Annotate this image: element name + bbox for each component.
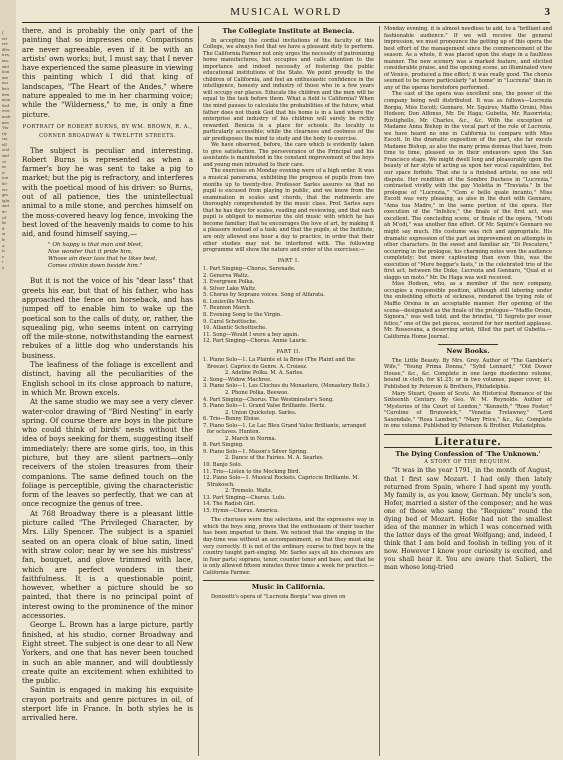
adjacent-page-fragment: tan,	[2, 57, 9, 63]
programme-item: 1. Part Singing—Chorus. Serenade.	[203, 266, 296, 273]
adjacent-page-fragment: heir	[2, 85, 10, 91]
column-music-and-literature	[384, 26, 552, 756]
adjacent-page-fragment: le	[2, 236, 6, 242]
adjacent-page-fragment: rd	[2, 214, 6, 220]
programme-item: 15. Hymn—Chorus. America.	[203, 507, 279, 514]
programme-item: 1. Piano Solo—1. La Plainte et la Brise (The Plaint and the Breeze). Caprice de Genre. A. Croisez.	[203, 357, 356, 370]
programme-item: 8. Evening Song to the Virgin.	[203, 311, 282, 318]
body-paragraph: Monday evening, it is almost needless to add, to a "brilliant and fashionable audience." If we will receive the general impression, we must pronounce the getting up of this opera the best effort of the management since the commencement of the season. As a whole, it was placed upon the stage in a faultless manner. The new scenery was a marked feature, and elicited considerable praise, and the opening scene, an illuminated view of Venice, produced a fine effect; it was really good. The chorus seemed to be more particularly "at home" in "Lucrezia" than in any of the operas heretofore performed.	[384, 26, 552, 91]
programme-item: 2. Tremolo. Waltz.	[225, 488, 273, 495]
body-paragraph: Mary Stuart, Queen of Scots. An Historical Romance of the Sixteenth Century. By Geo. W. M. Reynolds. Author of "Mysteries of the Court of London," "Kenneth," "Rose Foster," "Caroline of Brunswick," "Venetia Trelawney," "Lord Saxondale," "Rosa Lambert," "Mary Price," &c., &c. Complete in one volume. Published by Peterson & Brother, Philadelphia.	[384, 390, 552, 430]
adjacent-page-fragment: e	[2, 253, 5, 259]
programme-item: 10. Banjo Solo.	[203, 462, 243, 468]
programme-item: 2. March in Norma.	[225, 435, 277, 442]
column-divider	[379, 26, 380, 756]
programme-item: 11. Trio—Listen to the Mocking Bird.	[203, 468, 301, 475]
column-divider	[198, 26, 199, 756]
programme-part-two	[203, 357, 374, 514]
adjacent-page-fragment: ever	[2, 108, 10, 114]
body-paragraph: At 768 Broadway there is a pleasant little picture called "The Privileged Character, by Mrs. Lilly Spencer. The subject is a spaniel seated on an opera cloak of blue satin, lined with straw color; near by we see his mistress' fan, bouquet, and glove trimmed with lace, which are perfect wonders in their faithfulness. It is a questionable point, however, whether a picture should be so painted, that there is no principal point of interest owing to the prominence of the minor accessories.	[22, 508, 193, 621]
programme-item: 12. Piano Solo—1. Musical Rockets. Capriccio Brilliante. M. Strakosch.	[203, 475, 360, 488]
adjacent-page-fragment: and	[2, 63, 9, 69]
adjacent-page-fragment: ion	[2, 175, 8, 181]
adjacent-page-fragment: nion	[2, 97, 11, 103]
programme-item: 2. Generva Waltz.	[203, 272, 250, 279]
body-paragraph: The subject is peculiar and interesting. Robert Burns is represented as when a farmer's boy he was sent to take a pig to market; but the pig is refractory, and interferes with the poetical mood of his driver: so Burns, out of all patience, ties the unintellectual animal to a mile stone, and perches himself on the moss-covered heavy log fence, invoking the best loved of the heavenly maids to come to his aid, and found himself saying,—	[22, 145, 193, 239]
section-rule	[438, 344, 498, 345]
body-paragraph: Saintin is engaged in making his exquisite crayon portraits and genre pictures in oil, of sterport life in France. In both styles he is arrivalled here.	[22, 685, 193, 723]
page-header	[22, 6, 550, 22]
programme-item: 5. Chorus by Soprano voices. Song of Alfarata.	[203, 292, 325, 299]
programme-item: 10. Atlantic Schottische.	[203, 325, 267, 332]
verse-line: Comes clinkin down beside him."	[48, 263, 143, 270]
adjacent-page-fragment: sor	[2, 136, 8, 142]
adjacent-page-fragment: end	[2, 153, 9, 159]
adjacent-page-fragment: ges	[2, 192, 9, 198]
adjacent-page-fragment: mob	[2, 113, 11, 119]
programme-part-one	[203, 266, 374, 345]
programme-item: 2. Song—Widow Machree.	[203, 376, 272, 383]
adjacent-page-edge	[0, 0, 16, 760]
body-paragraph: George L. Brown has a large picture, partly finished, at his studio, corner Broadway and Eight street. The subject is one dear to all New Yorkers, and one that has never been touched in such an able manner, and will doubtlessly create quite an excitement when exhibited to the public.	[22, 620, 193, 686]
adjacent-page-fragment: m-	[2, 209, 8, 214]
adjacent-page-fragment: Vor	[2, 125, 9, 131]
header-rule	[22, 22, 550, 23]
body-paragraph: Donizetti's opera of "Lucrezia Borgia" was given on	[211, 593, 346, 600]
body-paragraph: The choruses were fine selections, and the expressive way in which the boys sing, proves that the enthusiasm of their teacher has been imparted to them. We noticed that the singing in the day-time was without an accompaniment, so that they must sing very correctly. It is not of the ordinary course to find boys in the country taught part-singing. Mr. Sarles says all his choruses are in four parts; soprano, tenor, counter tenor and bass, and that he is only allowed fifteen minutes three times a week for practice.—California Farmer.	[203, 517, 374, 576]
body-paragraph: The leafiness of the foliage is excellent and distinct, having all the peculiarities of the English school in its close approach to nature, in which Mr. Brown excels.	[22, 360, 193, 397]
body-paragraph: Miss Hodson, who, as a member of the new company, occupies a responsible position, although still laboring under the enfeebling effects of sickness, rendered the trying role of Maffio Orsina in an acceptable manner. Her opening of the scena—designated as the finale of the prologue—"Maffio Orsini, Signora," was well told, and the brindisi, "Il Segreto per esser felice," one of the pet pieces, secured for her merited applause. Mr. Rossovana, a deserving artist, filled the part of Gubetta.—California Home Journal.	[384, 281, 552, 340]
programme-item: 3. Piano Solo—1. Les Cloches du Monastere, (Monastery Bells.)	[203, 383, 370, 390]
programme-item: 2. Union Quickstep. Sarles.	[225, 409, 297, 416]
adjacent-page-fragment: tten	[2, 91, 9, 97]
masthead: MUSICAL WORLD	[230, 6, 342, 18]
programme-part-heading: PART I.	[277, 257, 300, 264]
programme-part-heading: PART II.	[276, 348, 301, 355]
programme-item: 3. Evergreen Polka.	[203, 279, 255, 286]
programme-item: 14. The Radish Girl.	[203, 501, 256, 508]
programme-item: 2. Adeline Polka. M. A. Sarles.	[225, 370, 304, 377]
adjacent-page-fragment: elf	[2, 141, 7, 147]
body-paragraph: there, and is probably the only part of the painting that so impresses one. Comparisons are never agreeable, even if it be with an artists' own works; but, I must say, that I never have experienced the same pleasure in viewing this painting which I did that king of landscapes, "The Heart of the Andes," where nature appealed to me in her charming voice; while the "Wilderness," to me, is only a fine picture.	[22, 26, 193, 119]
body-paragraph: We have observed, before, the care which is evidently taken to give satisfaction. The perseverance of the Principal and his assistants is manifested in the constant improvement of the boys and young men intrusted to their care.	[203, 142, 374, 168]
adjacent-page-fragment: ilad	[2, 102, 9, 108]
programme-item: 4. Part Singing—Chorus. The Westminster's Song.	[203, 396, 334, 403]
programme-item: 2. Dance of the Fairies. M. A. Searles.	[225, 455, 324, 462]
adjacent-page-fragment: nen	[2, 119, 9, 125]
section-rule	[203, 580, 374, 581]
adjacent-page-fragment: rly	[2, 130, 8, 136]
programme-item: 9. Piano Solo—1. Mason's Silver Spring.	[203, 448, 308, 455]
verse-line: Noe wonder that it pride him,	[48, 248, 133, 255]
article-heading: Music in California.	[251, 583, 326, 592]
adjacent-page-fragment: ne	[2, 164, 7, 170]
adjacent-page-fragment: ce	[2, 158, 7, 164]
body-paragraph: At the same studio we may see a very clever water-color drawing of "Bird Nesting" in early spring. Of course there are boys in the picture who could think of birds' nests without the idea of boys seeking for them, suggesting itself immediately: there are some girls, too, in this picture, but they are silent partners—only receivers of the stolen treasures from their companions. The same defined touch on the foliage is perceptible, giving the characteristic form of the leaves so perfectly, that we can at once recognize the genus of tree.	[22, 397, 193, 509]
programme-item: 5. Piano Solo—1. Grand Valse Brilliante. Hertz.	[203, 403, 326, 410]
body-paragraph: The cast of the opera was excellent one, the power of the company being well distributed. It was as follows—Lucrezia Borgia, Miss Escott; Gennaro, Mr. Squires; Maffio Orsini, Miss Hodson; Don Alfonso, Mr. De Haga; Gubetta, Mr. Rasorrista; Rustighello, Mr. Charles, &c., &c. With the exception of Madame Anna Bishop in the vocal part of the role of Lucrezia, we have heard no one in California to compare with Miss Escott. In the dramatic exposition of the part, she far excels Madame Bishop, as also the many prima donnas that have, from time to time, pleased us in their endeavors upon the San Francisco stage. We might dwell long and pleasurably upon the beauty of her style of acting as upon her vocal capabilities, but our space forbids. That she is a finished artiste, no one will dispute. Her rendition of the Sombre Duchess in "Lucrezia," contrasted vividly with the gay Violetta in "Traviata." In the prologue of "Lucrezia," "Com e bello quale incanto," Miss Escott was very pleasing, as also in the duet with Gennaro, "Ama tua Madre," in the same portion of the opera. Her execution of the "Infelice," the finale of the first act, was excellent. The concluding scene, or finale of the opera, "M'odi ah M'odi," was another fine effort. Of Mr. Squire's Gennaro we might say much. His costume was rich and appropriate. His dramatic expression of the part an improvement on attempts in other characters. In the sweet and familiar air, "Di Pescatore," occurring in the prologue, his charming notes won the audience completely; but more captivating than even this, was the execution of "Mere beggar's fasts," in the celebrated trio of the first act, between the Duke, Lucrezia and Gennaro, "Qual ei si slaggo un moto." Mr. De Haga was well received.	[384, 91, 552, 281]
adjacent-page-fragment: ar	[2, 231, 6, 237]
story-paragraph: "It was in the year 1791, in the month of August, that I first saw Mozart. I had only then lately returned from Spain, where I had spent my youth. My family is, as you know, German. My uncle's son, Hofer, married a sister of the composer; and he was one of those who sang the "Requiem" round the dying bed of Mozart. Hofer had not the smallest idea of the manner in which I was concerned with the latter days of the great Wolfgang; and, indeed, I think that I am bold and foolish in telling you of it now. However I know your curiosity is excited, and you shall hear it. You are aware that Salieri, the man whose long-tried	[384, 467, 552, 572]
literature-heading: Literature.	[434, 433, 502, 448]
adjacent-page-fragment: dles	[2, 46, 10, 52]
body-paragraph: The exercises on Monday evening were of a high order. It was a musical panorama, exhibiting the progress of pupils from two months up to twenty-five. Professor Sarles assures us that no pupil is excused from playing in public, and we know from the examination in scales and chords, that the rudiments are thoroughly comprehended by the music class. Prof. Sarles says that he has days for scales, reading and reviewing, and that each pupil is obliged to memorize the old music with which he has become familiar; that he encourages the love of art, by making it a pleasure instead of a task; and that the pupils, at the Institute, are only allowed one hour a day to practice, in order that their other studies may not be interfered with. The following programme will show the nature and order of the exercises:—	[203, 168, 374, 254]
adjacent-page-fragment: ert	[2, 35, 7, 41]
programme-item: 13. Part Singing—Chorus. Lulu.	[203, 494, 286, 501]
adjacent-page-fragment: use	[2, 74, 9, 80]
body-paragraph: But it is not the voice of his "dear lass" that greets his ear, but that of his father, who has approached the fence on horseback, and has jumped off to enable him to wake up the poetical son to the calls of duty, or, rather, the squealing pig, who seems intent on carrying off the mile-stone, notwithstanding the earnest rebukes of a little dog who understands his business.	[22, 276, 193, 360]
programme-item: 2. Phone Polka. Beewoo.	[225, 389, 289, 396]
adjacent-page-fragment: tres,	[2, 52, 10, 58]
section-subheading: PORTRAIT OF ROBERT BURNS, BY WM. BROWN, R. A., CORNER BROADWAY & TWELFTH STREETS.	[22, 123, 193, 140]
adjacent-page-fragment: y	[2, 264, 5, 270]
adjacent-page-fragment: rt	[2, 169, 5, 175]
adjacent-page-text	[2, 30, 14, 271]
adjacent-page-fragment: tit-	[2, 181, 8, 187]
programme-item: 7. Piano Solo—1. Le Lac Bleu Grand Valse Brilliante, arranged for octaves. Hunten.	[203, 422, 366, 436]
body-paragraph: In accepting the cordial invitations of the faculty of this College, we always feel that we have a pleasant duty to perform. The California Farmer not only urges the necessity of patronizing home manufactures, but occupies and calls attention to the importance and indeed necessity of fostering the public educational institutions of the State. We point proudly to the children of California, and feel an enthusiastic confidence in the intelligence, honesty and industry of those who in a few years will occupy our places. Educate the children and the men will be equal to the task before them. What a field is California? When the mind pauses to calculate the probabilities of the future, what father does not thank God that his home is in a land where the enterprise and industry of his children will surely be richly rewarded. Benicia is a place for schools. Its locality is particularly accessible; while the clearness and coolness of the air predisposes the mind to study and the body to exercise.	[203, 37, 374, 142]
programme-item: 7. Reunion March.	[203, 305, 252, 312]
adjacent-page-fragment: (	[2, 30, 4, 35]
programme-item: 9. Carol Schottische.	[203, 318, 258, 325]
adjacent-page-fragment: he	[2, 220, 7, 226]
programme-item: 6. Louisville March.	[203, 298, 255, 305]
programme-item: 6. Trio—Bonny Eloise.	[203, 416, 261, 423]
programme-item: 11. Song—Would I were a boy again.	[203, 331, 299, 338]
adjacent-page-fragment: ood	[2, 147, 9, 153]
article-heading: The Collegiate Institute at Benecia.	[222, 27, 355, 35]
programme-item: 8. Part Singing.	[203, 442, 244, 449]
body-paragraph: The Little Beauty. By Mrs. Grey. Author of "The Gambler's Wife," "Young Prima Donna," "Sybil Lennard," "Old Dower House," &c., &c. Complete in one large duodecimo volume, bound in cloth, for $1.25; or in two volumes, paper cover, $1. Published by Peterson & Brothers, Philadelphia.	[384, 357, 552, 390]
programme-item: 12. Part Singing—Chorus. Annie Laurie.	[203, 338, 308, 345]
adjacent-page-fragment: ls	[2, 248, 6, 254]
page-number: 3	[544, 6, 550, 18]
verse-quote	[48, 242, 193, 271]
column-art-review	[22, 26, 193, 756]
adjacent-page-fragment: and	[2, 203, 9, 209]
verse-line: " Oh happy is that man and blest,	[48, 241, 143, 248]
adjacent-page-fragment: t	[2, 259, 4, 265]
adjacent-page-fragment: our	[2, 80, 9, 86]
adjacent-page-fragment: ers	[2, 186, 8, 192]
adjacent-page-fragment: a.	[2, 242, 6, 248]
adjacent-page-fragment: ree	[2, 41, 8, 47]
article-heading: New Books.	[446, 347, 490, 356]
adjacent-page-fragment: iton	[2, 69, 10, 75]
adjacent-page-fragment: ight	[2, 197, 10, 203]
programme-item: 4. Silver Lake Waltz.	[203, 285, 257, 292]
story-title: The Dying Confession of 'The Unknown.'	[395, 450, 541, 459]
column-collegiate-institute	[203, 26, 374, 756]
verse-line: Whose ain dear lass that he likes best,	[48, 255, 158, 262]
adjacent-page-fragment: d	[2, 225, 5, 231]
story-subtitle: A STORY OF THE REQUIEM.	[424, 458, 512, 465]
